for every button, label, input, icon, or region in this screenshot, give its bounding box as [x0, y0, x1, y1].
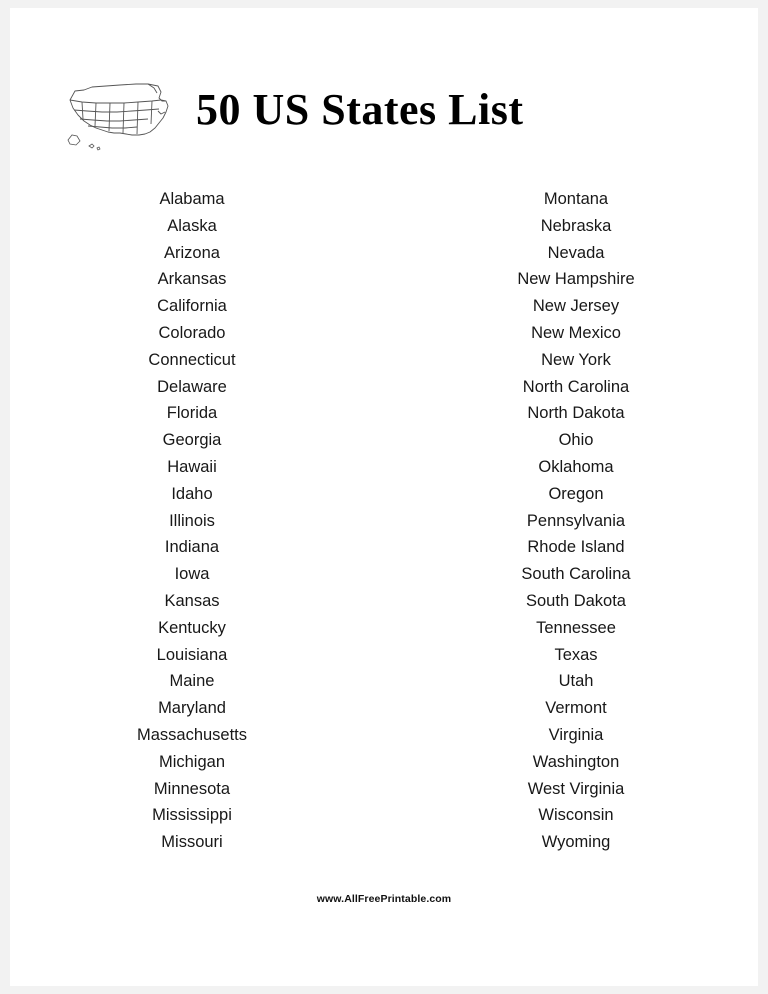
list-item: Louisiana [156, 645, 228, 664]
list-item: New Mexico [531, 323, 621, 342]
usa-map-outline-icon [62, 78, 182, 156]
list-item: Tennessee [536, 618, 616, 637]
list-item: California [157, 297, 227, 316]
list-item: Indiana [164, 538, 220, 557]
list-item: Colorado [158, 323, 226, 342]
list-item: North Dakota [527, 404, 625, 423]
list-item: Hawaii [167, 457, 217, 476]
list-item: Maryland [158, 699, 226, 718]
list-item: Alabama [159, 190, 225, 208]
list-item: Florida [166, 404, 218, 423]
list-item: Delaware [157, 377, 227, 396]
list-item: Massachusetts [136, 725, 248, 744]
list-item: Georgia [162, 431, 222, 450]
list-item: Washington [532, 752, 620, 771]
list-item: Nevada [547, 243, 605, 262]
footer-website-text: www.AllFreePrintable.com [316, 893, 452, 905]
page-edge-top [0, 0, 768, 8]
list-item: Wyoming [541, 833, 611, 852]
list-item: Montana [543, 190, 609, 208]
list-item: Pennsylvania [526, 511, 626, 530]
list-item: Alaska [167, 216, 217, 235]
list-item: Iowa [174, 565, 210, 584]
list-item: Wisconsin [538, 806, 614, 825]
states-column-right [384, 186, 768, 856]
list-item: Utah [558, 672, 594, 691]
states-column-left [0, 186, 384, 856]
list-item: Arizona [164, 243, 220, 262]
list-item: South Dakota [526, 591, 626, 610]
list-item: Nebraska [540, 216, 612, 235]
list-item: Oregon [548, 484, 604, 503]
page-footer [0, 889, 768, 907]
list-item: New Jersey [532, 297, 620, 316]
list-item: Rhode Island [527, 538, 625, 557]
list-item: North Carolina [522, 377, 630, 396]
list-item: Vermont [545, 699, 607, 718]
list-item: Arkansas [157, 270, 227, 289]
list-item: Texas [554, 645, 598, 664]
list-item: Oklahoma [538, 457, 614, 476]
list-item: Missouri [161, 833, 223, 852]
list-item: Idaho [171, 484, 213, 503]
list-item: West Virginia [527, 779, 625, 798]
list-item: New Hampshire [517, 270, 635, 289]
page-edge-bottom [0, 986, 768, 994]
list-item: Ohio [558, 431, 594, 450]
list-item: Mississippi [152, 806, 232, 825]
page-title: 50 US States List [196, 85, 524, 134]
states-columns [0, 186, 768, 856]
list-item: South Carolina [521, 565, 631, 584]
list-item: Kentucky [158, 618, 226, 637]
list-item: Minnesota [153, 779, 231, 798]
list-item: Illinois [169, 511, 215, 530]
document-header [0, 78, 768, 168]
list-item: Kansas [164, 591, 220, 610]
list-item: Virginia [548, 725, 604, 744]
list-item: Connecticut [148, 350, 236, 369]
list-item: Michigan [158, 752, 226, 771]
list-item: New York [541, 350, 611, 369]
list-item: Maine [169, 672, 215, 691]
